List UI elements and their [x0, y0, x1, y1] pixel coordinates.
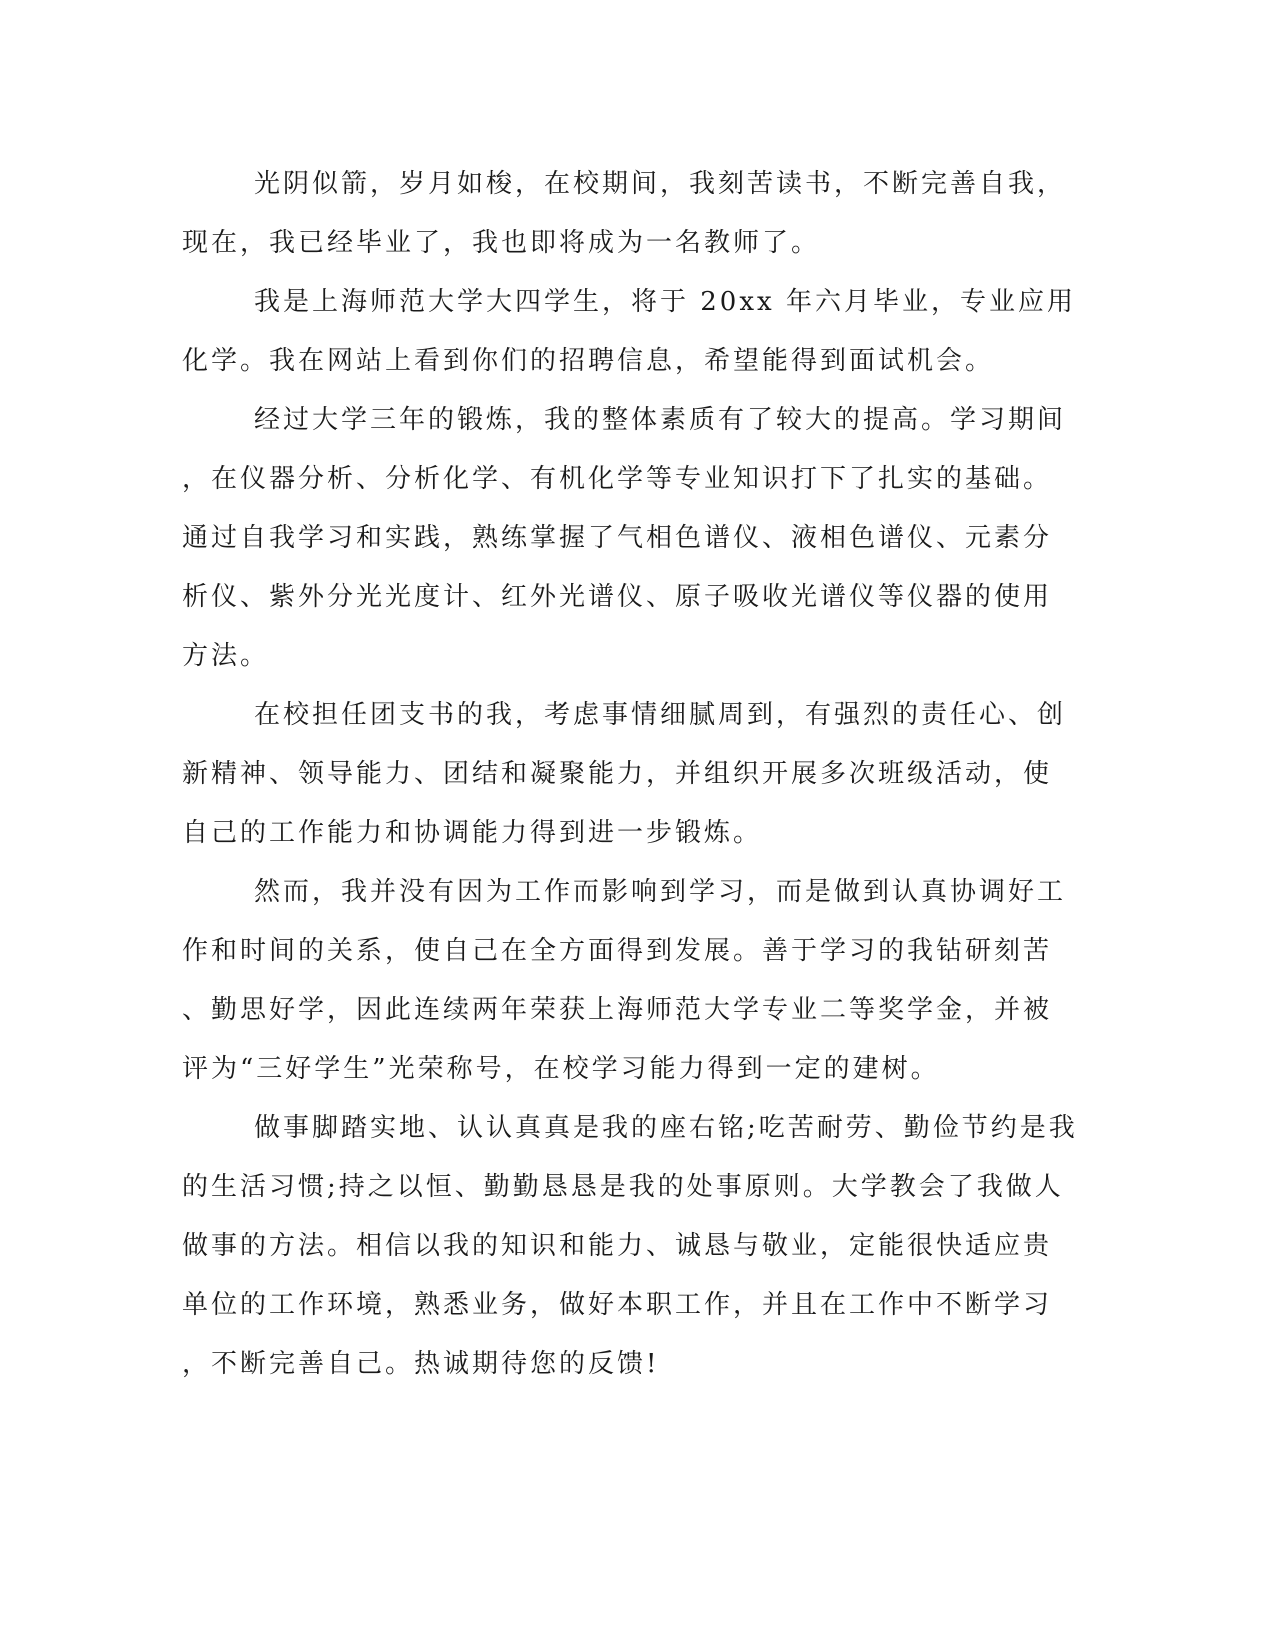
paragraph-4 — [182, 686, 1067, 863]
text-line: 现在，我已经毕业了，我也即将成为一名教师了。 — [182, 228, 821, 258]
text-line: 通过自我学习和实践，熟练掌握了气相色谱仪、液相色谱仪、元素分 — [182, 523, 1053, 553]
paragraph-2 — [182, 273, 1076, 391]
text-line: 经过大学三年的锻炼，我的整体素质有了较大的提高。学习期间 — [254, 405, 1067, 435]
text-line: 的生活习惯;持之以恒、勤勤恳恳是我的处事原则。大学教会了我做人 — [182, 1172, 1064, 1202]
document-body — [182, 155, 1078, 1394]
paragraph-1 — [182, 155, 1067, 273]
paragraph-6 — [182, 1099, 1078, 1394]
paragraph-3 — [182, 391, 1067, 686]
text-line: 新精神、领导能力、团结和凝聚能力，并组织开展多次班级活动，使 — [182, 759, 1053, 789]
text-line: 单位的工作环境，熟悉业务，做好本职工作，并且在工作中不断学习 — [182, 1290, 1053, 1320]
text-line: 化学。我在网站上看到你们的招聘信息，希望能得到面试机会。 — [182, 346, 995, 376]
text-line: 析仪、紫外分光光度计、红外光谱仪、原子吸收光谱仪等仪器的使用 — [182, 582, 1053, 612]
text-line: 我是上海师范大学大四学生，将于 20xx 年六月毕业，专业应用 — [254, 287, 1076, 317]
paragraph-5 — [182, 863, 1067, 1099]
text-line: 作和时间的关系，使自己在全方面得到发展。善于学习的我钻研刻苦 — [182, 936, 1053, 966]
text-line: ，不断完善自己。热诚期待您的反馈! — [182, 1349, 660, 1379]
text-line: 光阴似箭，岁月如梭，在校期间，我刻苦读书，不断完善自我， — [254, 169, 1067, 199]
text-line: 做事的方法。相信以我的知识和能力、诚恳与敬业，定能很快适应贵 — [182, 1231, 1053, 1261]
text-line: ，在仪器分析、分析化学、有机化学等专业知识打下了扎实的基础。 — [182, 464, 1053, 494]
text-line: 在校担任团支书的我，考虑事情细腻周到，有强烈的责任心、创 — [254, 700, 1067, 730]
text-line: 评为“三好学生”光荣称号，在校学习能力得到一定的建树。 — [182, 1054, 940, 1084]
text-line: 做事脚踏实地、认认真真是我的座右铭;吃苦耐劳、勤俭节约是我 — [254, 1113, 1078, 1143]
text-line: 自己的工作能力和协调能力得到进一步锻炼。 — [182, 818, 763, 848]
text-line: 方法。 — [182, 641, 270, 671]
text-line: 、勤思好学，因此连续两年荣获上海师范大学专业二等奖学金，并被 — [182, 995, 1053, 1025]
text-line: 然而，我并没有因为工作而影响到学习，而是做到认真协调好工 — [254, 877, 1067, 907]
